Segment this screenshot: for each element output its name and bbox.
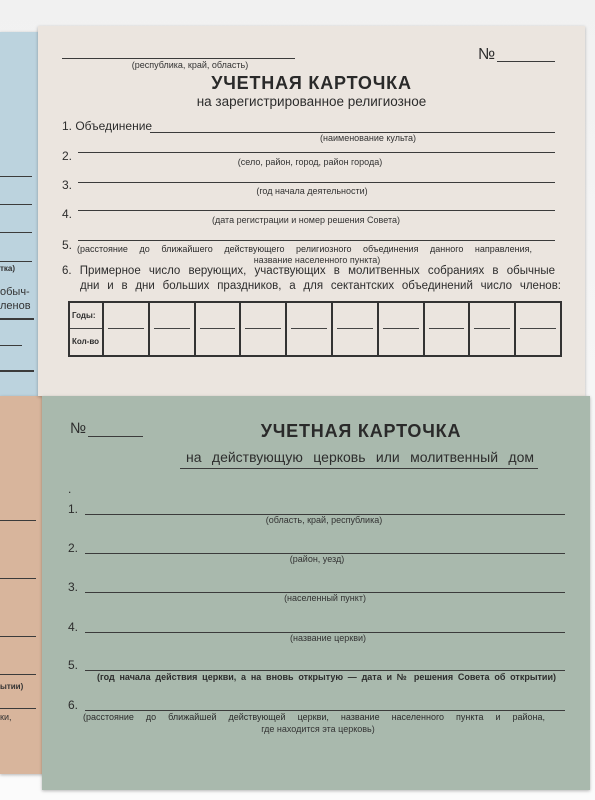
years-cell: [239, 303, 285, 329]
form-line: [0, 520, 36, 521]
number-sign: №: [478, 46, 496, 63]
fragment-text: ытии): [0, 682, 24, 691]
field-4-label: 4.: [62, 207, 73, 221]
field-4-label: 4.: [68, 620, 79, 634]
field-2-label: 2.: [68, 541, 79, 555]
field-4-hint: (название церкви): [290, 633, 366, 643]
registration-card-religious-association: [38, 26, 585, 396]
number-line: [88, 436, 143, 437]
fragment-text: ленов: [0, 300, 31, 312]
years-cell: [148, 303, 194, 329]
card-subtitle: на зарегистрированное религиозное: [196, 94, 427, 109]
count-cell: [514, 329, 560, 355]
years-cell: [285, 303, 331, 329]
field-5-label: 5.: [62, 238, 73, 252]
field-6-hint: (расстояние до ближайшей действующей церкви, название населенного пункта и района,: [83, 712, 545, 722]
years-cell: [102, 303, 148, 329]
field-2-label: 2.: [62, 149, 73, 163]
years-cell: [331, 303, 377, 329]
form-line: [0, 261, 32, 262]
years-cell: [468, 303, 514, 329]
count-cell: [468, 329, 514, 355]
count-cell: [377, 329, 423, 355]
form-line: [0, 232, 32, 233]
form-line: [0, 636, 36, 637]
dot-mark: .: [68, 482, 72, 496]
field-6-line: [85, 710, 565, 711]
table-row-label-count: Кол-во: [72, 337, 100, 346]
table-line: [0, 318, 34, 320]
table-row-label-years: Годы:: [70, 303, 102, 329]
region-line: [62, 58, 295, 59]
field-6-hint-line2: где находится эта церковь): [261, 724, 375, 734]
region-label: (республика, край, область): [131, 60, 249, 70]
form-line: [0, 176, 32, 177]
fragment-text: обыч-: [0, 286, 30, 298]
years-cell: [423, 303, 469, 329]
field-1-label: 1. Объединение: [62, 119, 153, 133]
form-line: [0, 204, 32, 205]
field-2-hint: (село, район, город, район города): [237, 157, 383, 167]
fragment-text: ки,: [0, 712, 12, 722]
table-line: [0, 370, 34, 372]
field-5-hint: (год начала действия церкви, а на вновь открытую — дата и № решения Совета об открытии): [97, 672, 556, 682]
item-6-text: 6. Примерное число верующих, участвующих в молитвенных собраниях в обычные: [62, 265, 555, 277]
card-title: УЧЕТНАЯ КАРТОЧКА: [211, 73, 412, 93]
field-5-hint-line2: название населенного пункта): [253, 255, 381, 265]
registration-card-church: [42, 396, 590, 790]
field-3-label: 3.: [62, 178, 73, 192]
years-cell: [194, 303, 240, 329]
subtitle-underline: [180, 468, 538, 469]
field-4-line: [78, 210, 555, 211]
count-cell: [102, 329, 148, 355]
field-1-hint: (наименование культа): [320, 133, 416, 143]
count-cell: [148, 329, 194, 355]
field-4-hint: (дата регистрации и номер решения Совета): [212, 215, 400, 225]
years-cell: [377, 303, 423, 329]
item-6-text-line2: дни и в дни больших праздников, а для сектантских объединений число членов:: [80, 280, 561, 292]
field-3-hint: (населенный пункт): [284, 593, 366, 603]
field-3-hint: (год начала деятельности): [256, 186, 368, 196]
count-cell: [423, 329, 469, 355]
field-5-line: [85, 670, 565, 671]
card-title: УЧЕТНАЯ КАРТОЧКА: [260, 421, 462, 441]
number-line: [497, 61, 555, 62]
table-line: [0, 345, 22, 346]
field-5-line: [78, 240, 555, 241]
card-subtitle: на действующую церковь или молитвенный дом: [186, 449, 534, 465]
field-2-hint: (район, уезд): [289, 554, 345, 564]
field-1-hint: (область, край, республика): [265, 515, 383, 525]
years-cell: [514, 303, 560, 329]
field-3-line: [78, 182, 555, 183]
fragment-text: тка): [0, 264, 16, 273]
field-2-line: [78, 152, 555, 153]
field-3-label: 3.: [68, 580, 79, 594]
form-line: [0, 708, 36, 709]
count-cell: [285, 329, 331, 355]
count-cell: [331, 329, 377, 355]
count-cell: [194, 329, 240, 355]
count-cell: [239, 329, 285, 355]
number-sign: №: [70, 420, 87, 437]
believers-count-table: [68, 301, 562, 357]
field-5-label: 5.: [68, 658, 79, 672]
field-1-label: 1.: [68, 502, 79, 516]
field-6-label: 6.: [68, 698, 79, 712]
field-5-hint: (расстояние до ближайшего действующего религиозного объединения данного направления,: [77, 244, 532, 254]
form-line: [0, 578, 36, 579]
form-line: [0, 674, 36, 675]
